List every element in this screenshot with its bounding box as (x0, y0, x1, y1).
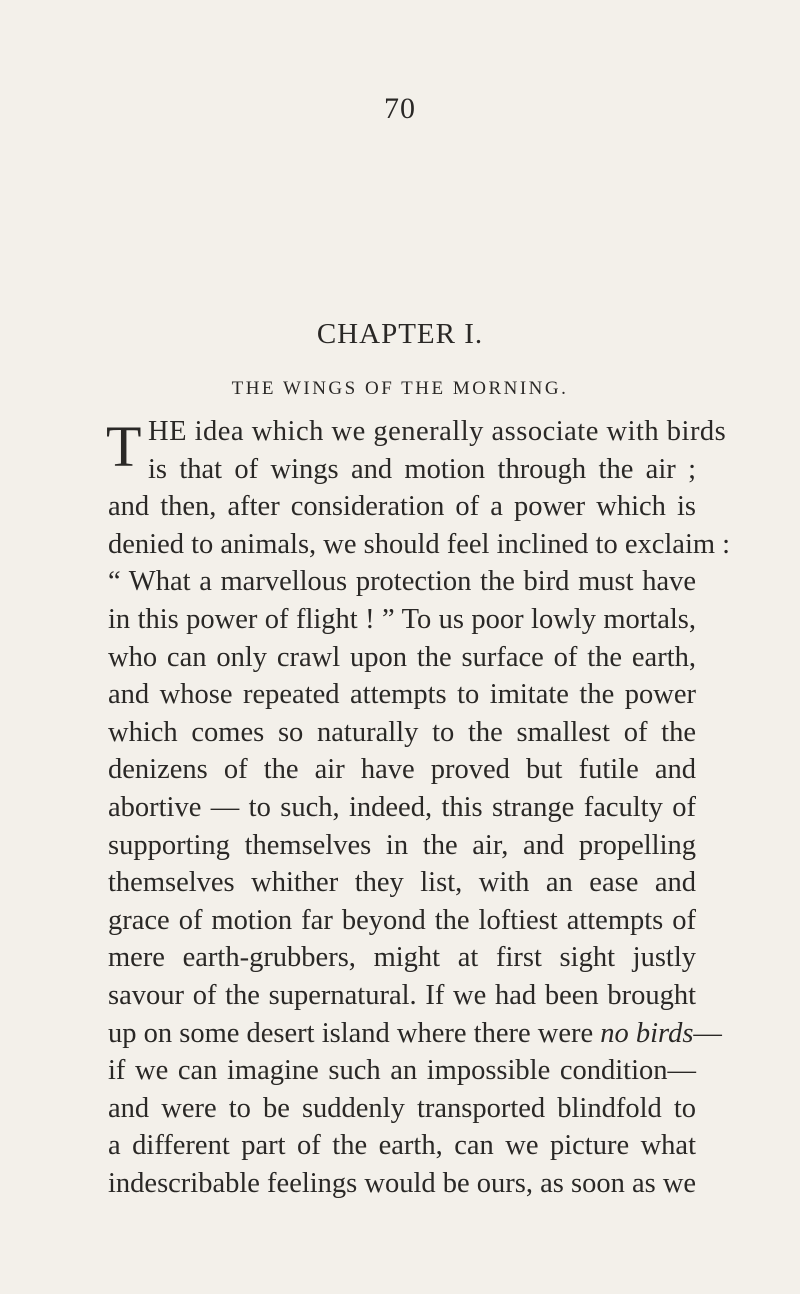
text-line-5: “ What a marvellous protection the bird must have (108, 566, 696, 598)
text-line-19: and were to be suddenly transported blindfold to (108, 1092, 696, 1124)
text-line-15: mere earth-grubbers, might at first sight justly (108, 942, 696, 974)
text-line-17-before: up on some desert island where there were (108, 1017, 601, 1049)
text-line-11: abortive — to such, indeed, this strange faculty of (108, 791, 696, 823)
text-line-21: indescribable feelings would be ours, as soon as we (108, 1167, 697, 1199)
text-line-4: denied to animals, we should feel inclined to exclaim : (108, 528, 731, 560)
text-line-17-after: — (693, 1017, 722, 1049)
text-line-20: a different part of the earth, can we picture what (108, 1130, 696, 1162)
chapter-title: CHAPTER I. (316, 318, 484, 350)
text-line-2: is that of wings and motion through the air ; (148, 453, 696, 485)
text-line-6: in this power of flight ! ” To us poor lowly mortals, (108, 603, 696, 635)
text-line-8: and whose repeated attempts to imitate the power (108, 679, 696, 711)
body-text (108, 413, 731, 1202)
text-line-17 (108, 1015, 722, 1053)
drop-cap: T (106, 414, 142, 479)
chapter-subtitle: THE WINGS OF THE MORNING. (231, 378, 569, 399)
text-line-14: grace of motion far beyond the loftiest attempts of (108, 904, 696, 936)
text-line-13: themselves whither they list, with an ease and (108, 867, 696, 899)
text-line-17-italic: no birds (600, 1017, 694, 1049)
text-line-7: who can only crawl upon the surface of the earth, (108, 641, 696, 673)
text-line-3: and then, after consideration of a power which is (108, 491, 696, 523)
text-line-12: supporting themselves in the air, and propelling (108, 829, 696, 861)
text-line-1: HE idea which we generally associate with birds (148, 416, 727, 447)
text-line-10: denizens of the air have proved but futile and (108, 754, 696, 786)
text-line-18: if we can imagine such an impossible condition— (108, 1055, 696, 1087)
page-number: 70 (384, 92, 416, 125)
text-line-16: savour of the supernatural. If we had been brought (108, 979, 696, 1011)
text-line-9: which comes so naturally to the smallest of the (108, 716, 696, 748)
